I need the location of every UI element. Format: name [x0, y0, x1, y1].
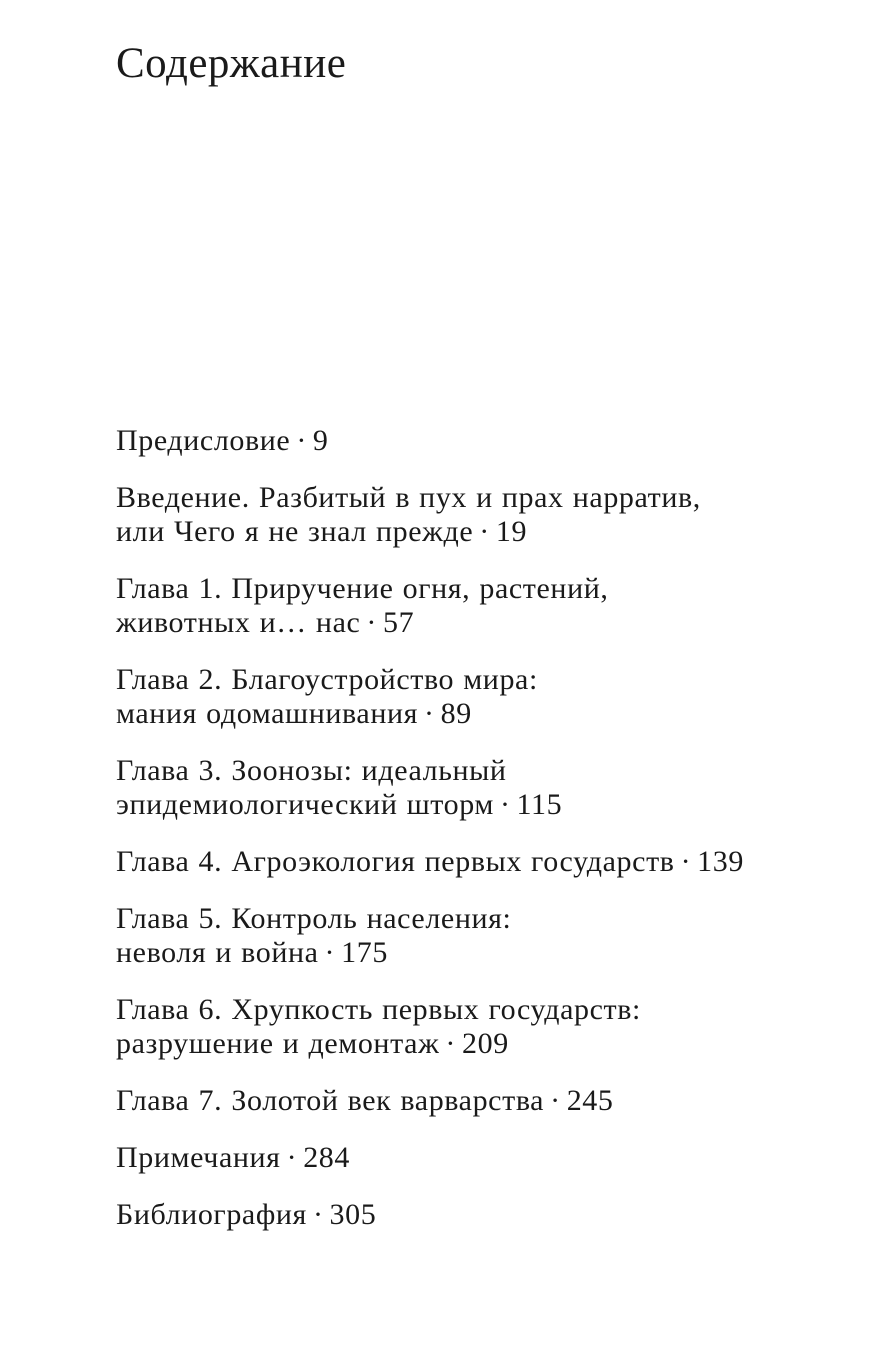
toc-page-number: 209	[462, 1027, 509, 1060]
toc-page-number: 284	[303, 1141, 350, 1174]
toc-entry-line	[116, 481, 836, 515]
toc-page-number: 57	[383, 606, 415, 639]
toc-separator: ·	[424, 697, 435, 730]
toc-entry-title: разрушение и демонтаж	[116, 1027, 440, 1060]
toc-separator: ·	[312, 1198, 324, 1231]
toc-entry-title: Введение. Разбитый в пух и прах нарратив,	[116, 481, 701, 514]
toc-separator: ·	[286, 1141, 298, 1174]
toc-entry-line	[116, 424, 836, 458]
toc-page-number: 245	[566, 1084, 614, 1117]
toc-separator: ·	[366, 606, 378, 639]
toc-entry-line	[116, 936, 836, 970]
toc-entry-line	[116, 1198, 836, 1232]
toc-entry-title: Глава 5. Контроль населения:	[116, 902, 512, 935]
toc-entry-title: Глава 4. Агроэкология первых государств	[116, 845, 675, 878]
toc-entry-line	[116, 902, 836, 936]
toc-entry-title: Глава 1. Приручение огня, растений,	[116, 572, 609, 605]
toc-entry-line	[116, 845, 836, 879]
toc-entry	[116, 481, 836, 549]
toc-entry-title: Глава 3. Зоонозы: идеальный	[116, 754, 507, 787]
toc-entry	[116, 424, 836, 458]
toc-entry	[116, 902, 836, 970]
toc-entry-title: мания одомашнивания	[116, 697, 419, 730]
toc-entry-title: эпидемиологический шторм	[116, 788, 494, 821]
toc-entry-line	[116, 754, 836, 788]
toc-entry-title: животных и… нас	[116, 606, 361, 639]
page-title: Содержание	[116, 40, 347, 87]
toc-separator: ·	[499, 788, 511, 821]
toc-page-number: 115	[516, 788, 563, 821]
toc-entry-title: Предисловие	[116, 424, 291, 457]
toc-separator: ·	[680, 845, 692, 878]
toc-entry-line	[116, 1141, 836, 1175]
toc-entry-title: или Чего я не знал прежде	[116, 515, 474, 548]
toc-entry-line	[116, 606, 836, 640]
toc-entry-line	[116, 993, 836, 1027]
toc-entry	[116, 845, 836, 879]
toc-entry	[116, 1084, 836, 1118]
toc-entry	[116, 663, 836, 731]
toc-entry	[116, 572, 836, 640]
toc-entry-line	[116, 1027, 836, 1061]
table-of-contents	[116, 424, 836, 1255]
toc-entry-title: Глава 7. Золотой век варварства	[116, 1084, 545, 1117]
toc-entry	[116, 754, 836, 822]
toc-separator: ·	[324, 936, 336, 969]
toc-page-number: 9	[312, 424, 329, 457]
toc-entry-title: Глава 6. Хрупкость первых государств:	[116, 993, 641, 1026]
toc-entry-line	[116, 1084, 836, 1118]
toc-separator: ·	[296, 424, 307, 457]
toc-separator: ·	[550, 1084, 561, 1117]
toc-separator: ·	[445, 1027, 456, 1060]
toc-entry-line	[116, 663, 836, 697]
toc-entry	[116, 993, 836, 1061]
toc-entry-line	[116, 515, 836, 549]
toc-entry	[116, 1198, 836, 1232]
toc-page-number: 139	[697, 845, 744, 878]
toc-entry-title: неволя и война	[116, 936, 319, 969]
toc-entry-title: Глава 2. Благоустройство мира:	[116, 663, 538, 696]
toc-page-number: 305	[329, 1198, 377, 1231]
toc-entry-line	[116, 697, 836, 731]
toc-page-number: 175	[341, 936, 388, 969]
toc-page-number: 19	[495, 515, 528, 548]
toc-page-number: 89	[440, 697, 472, 730]
toc-entry-title: Библиография	[116, 1198, 307, 1231]
toc-separator: ·	[479, 515, 490, 548]
toc-entry-line	[116, 572, 836, 606]
toc-entry	[116, 1141, 836, 1175]
toc-entry-title: Примечания	[116, 1141, 281, 1174]
toc-entry-line	[116, 788, 836, 822]
